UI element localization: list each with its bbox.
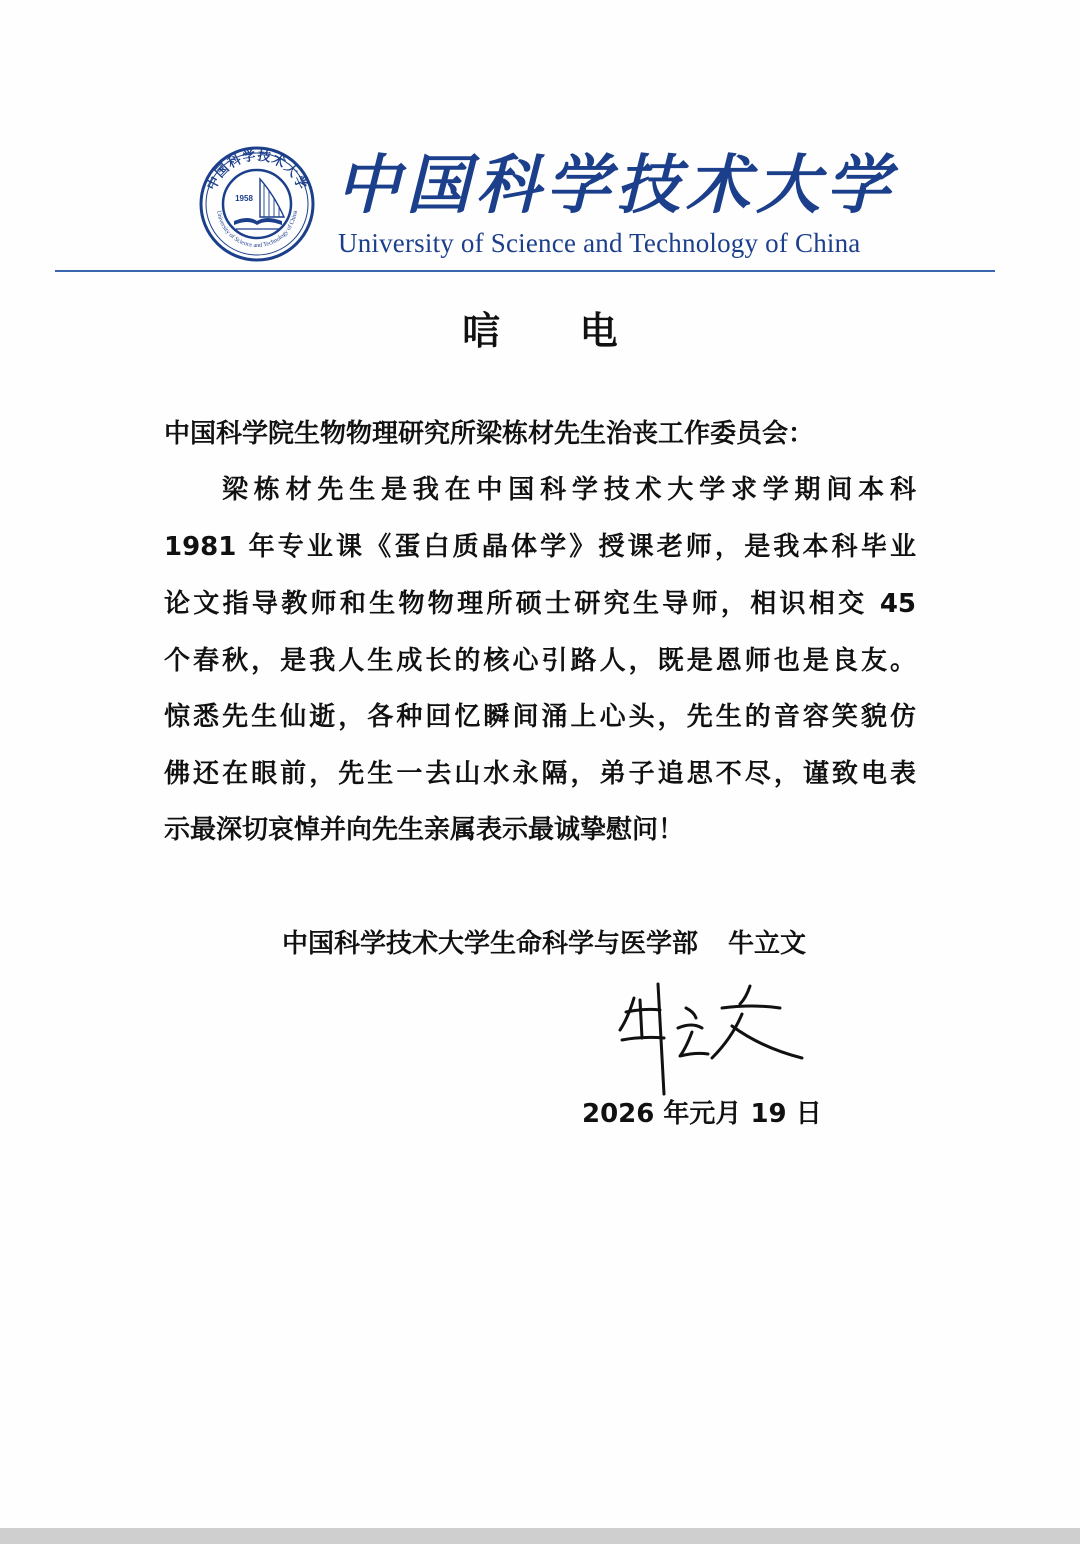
handwritten-signature [612, 978, 812, 1098]
body-line: 佛还在眼前，先生一去山水永隔，弟子追思不尽，谨致电表 [164, 759, 916, 789]
university-name-chinese: 中国科学技术大学 [336, 148, 896, 223]
header-divider [55, 270, 995, 272]
university-name-english: University of Science and Technology of China [338, 228, 861, 258]
university-seal-logo [198, 145, 316, 263]
body-line: 梁栋材先生是我在中国科学技术大学求学期间本科 [222, 475, 916, 505]
body-line: 示最深切哀悼并向先生亲属表示最诚挚慰问！ [164, 815, 685, 845]
body-line: 1981 年专业课《蛋白质晶体学》授课老师，是我本科毕业 [164, 532, 916, 562]
body-line: 个春秋，是我人生成长的核心引路人，既是恩师也是良友。 [164, 646, 916, 676]
salutation: 中国科学院生物物理研究所梁栋材先生治丧工作委员会： [164, 419, 815, 449]
date: 2026 年元月 19 日 [582, 1099, 822, 1129]
sender-name: 牛立文 [728, 929, 807, 959]
body-line: 论文指导教师和生物物理所硕士研究生导师，相识相交 45 [164, 589, 916, 619]
seal-ring-text-cn: 中国科学技术大学 [204, 148, 310, 193]
body-line: 惊悉先生仙逝，各种回忆瞬间涌上心头，先生的音容笑貌仿 [164, 702, 916, 732]
seal-ring-text-en: University of Science and Technology of China [215, 210, 299, 250]
bottom-border [0, 1528, 1080, 1544]
document-title: 唁 电 [462, 309, 618, 353]
sender-organization: 中国科学技术大学生命科学与医学部 [282, 929, 699, 959]
seal-year: 1958 [235, 194, 253, 203]
sender-line [282, 924, 922, 964]
